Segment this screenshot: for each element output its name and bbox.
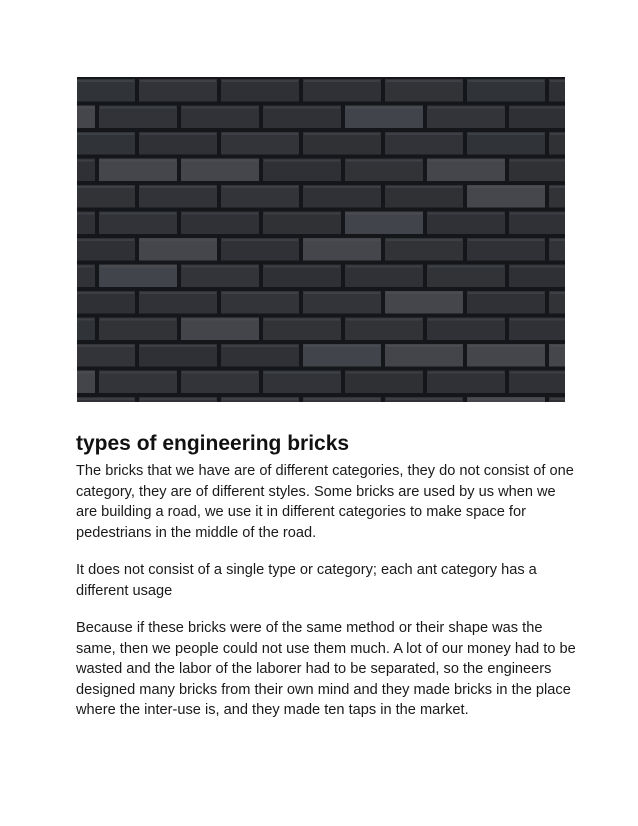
bricks-layer <box>77 79 565 402</box>
brick-highlight <box>428 372 504 374</box>
brick <box>139 344 217 367</box>
brick-highlight <box>182 319 258 321</box>
brick <box>509 265 565 288</box>
brick-highlight <box>346 319 422 321</box>
brick <box>549 238 565 261</box>
brick <box>467 185 545 208</box>
brick-highlight <box>100 107 176 109</box>
brick <box>385 238 463 261</box>
brick-highlight <box>510 372 565 374</box>
brick-highlight <box>468 239 544 241</box>
brick-highlight <box>222 345 298 347</box>
brick <box>345 106 423 129</box>
brick-highlight <box>222 239 298 241</box>
brick <box>427 106 505 129</box>
brick-highlight <box>77 292 134 294</box>
brick-highlight <box>386 345 462 347</box>
brick-highlight <box>346 160 422 162</box>
brick-highlight <box>264 372 340 374</box>
brick <box>303 344 381 367</box>
brick-highlight <box>468 292 544 294</box>
brick <box>221 238 299 261</box>
brick <box>77 371 95 394</box>
brick-highlight <box>510 213 565 215</box>
brick-highlight <box>468 186 544 188</box>
brick-highlight <box>510 160 565 162</box>
brick-highlight <box>222 398 298 400</box>
brick <box>385 344 463 367</box>
brick-highlight <box>182 372 258 374</box>
brick <box>345 212 423 235</box>
brick <box>303 291 381 314</box>
brick-highlight <box>428 266 504 268</box>
brick <box>263 265 341 288</box>
brick-highlight <box>77 266 94 268</box>
brick-highlight <box>182 107 258 109</box>
brick-highlight <box>510 266 565 268</box>
brick <box>303 132 381 155</box>
brick <box>263 318 341 341</box>
brick-highlight <box>510 319 565 321</box>
brick-highlight <box>140 345 216 347</box>
brick <box>77 106 95 129</box>
brick <box>549 185 565 208</box>
brick-highlight <box>304 398 380 400</box>
paragraph-2: It does not consist of a single type or category; each ant category has a different usage <box>76 562 537 599</box>
brick <box>467 132 545 155</box>
brick <box>99 318 177 341</box>
brick-highlight <box>304 239 380 241</box>
brick <box>99 159 177 182</box>
brick-highlight <box>140 292 216 294</box>
brick <box>427 265 505 288</box>
paragraph-3: Because if these bricks were of the same method or their shape was the same, then we people could not use them much. A lot of our money had to be wasted and the labor of the laborer had to be separated, so the engineers designed many bricks from their own mind and they made bricks in the place where the inter-use is, and they made ten taps in the market. <box>76 620 576 718</box>
article-body <box>76 430 576 721</box>
brick <box>77 265 95 288</box>
brick <box>221 291 299 314</box>
brick-highlight <box>386 292 462 294</box>
brick-highlight <box>386 398 462 400</box>
brick-highlight <box>468 133 544 135</box>
brick <box>221 185 299 208</box>
brick <box>139 238 217 261</box>
brick-highlight <box>100 372 176 374</box>
brick <box>549 344 565 367</box>
article-heading: types of engineering bricks <box>76 432 350 455</box>
brick <box>77 185 135 208</box>
brick <box>427 159 505 182</box>
brick <box>77 291 135 314</box>
brick-highlight <box>428 160 504 162</box>
brick <box>181 212 259 235</box>
brick <box>345 318 423 341</box>
brick <box>385 79 463 102</box>
brick-highlight <box>140 133 216 135</box>
brick-highlight <box>77 160 94 162</box>
brick-highlight <box>77 107 94 109</box>
brick <box>509 318 565 341</box>
brick <box>181 106 259 129</box>
brick-highlight <box>346 213 422 215</box>
brick <box>77 132 135 155</box>
brick <box>427 318 505 341</box>
brick-highlight <box>77 319 94 321</box>
brick-highlight <box>77 398 134 400</box>
brick <box>345 159 423 182</box>
brick <box>303 185 381 208</box>
brick <box>77 212 95 235</box>
brick-highlight <box>468 398 544 400</box>
brick <box>303 238 381 261</box>
brick <box>549 79 565 102</box>
brick <box>99 212 177 235</box>
brick-highlight <box>77 186 134 188</box>
brick <box>99 265 177 288</box>
brick-highlight <box>140 239 216 241</box>
brick <box>221 344 299 367</box>
brick <box>263 159 341 182</box>
brick-highlight <box>550 292 565 294</box>
brick-highlight <box>304 345 380 347</box>
brick <box>549 291 565 314</box>
brick <box>77 318 95 341</box>
brick-highlight <box>264 213 340 215</box>
paragraph-1: The bricks that we have are of different categories, they do not consist of one category, they are of different styles. Some bricks are used by us when we are building a road, we use it in different categories to make space for pedestrians in the middle of the road. <box>76 463 574 541</box>
brick-highlight <box>386 133 462 135</box>
brick-highlight <box>100 319 176 321</box>
brick <box>385 132 463 155</box>
brick <box>181 159 259 182</box>
brick-highlight <box>140 186 216 188</box>
brick-highlight <box>182 213 258 215</box>
brick-highlight <box>264 266 340 268</box>
brick-highlight <box>386 80 462 82</box>
brick-highlight <box>140 80 216 82</box>
brick <box>509 371 565 394</box>
brick <box>467 344 545 367</box>
brick <box>427 371 505 394</box>
brick-highlight <box>77 80 134 82</box>
brick-highlight <box>510 107 565 109</box>
brick-highlight <box>428 213 504 215</box>
brick <box>221 132 299 155</box>
brick <box>77 344 135 367</box>
brick <box>263 371 341 394</box>
brick-highlight <box>100 266 176 268</box>
brick-highlight <box>77 239 134 241</box>
brick-highlight <box>182 266 258 268</box>
brick <box>77 79 135 102</box>
brick <box>181 318 259 341</box>
brick-highlight <box>304 186 380 188</box>
brick-highlight <box>77 213 94 215</box>
brick-highlight <box>386 239 462 241</box>
brick-highlight <box>346 372 422 374</box>
brick <box>77 159 95 182</box>
brick <box>385 185 463 208</box>
brick <box>509 106 565 129</box>
brick <box>385 291 463 314</box>
brick-highlight <box>100 160 176 162</box>
brick-highlight <box>304 133 380 135</box>
brick <box>181 371 259 394</box>
brick-highlight <box>550 345 565 347</box>
brick-highlight <box>264 107 340 109</box>
brick <box>181 265 259 288</box>
brick-highlight <box>304 292 380 294</box>
brick <box>263 106 341 129</box>
brick-highlight <box>468 80 544 82</box>
brick <box>139 132 217 155</box>
brick-highlight <box>550 398 565 400</box>
brick <box>467 238 545 261</box>
brick <box>467 291 545 314</box>
brick <box>467 79 545 102</box>
brick-highlight <box>264 160 340 162</box>
brick-highlight <box>140 398 216 400</box>
brick <box>139 185 217 208</box>
brick-highlight <box>550 186 565 188</box>
brick <box>77 238 135 261</box>
brick-highlight <box>428 107 504 109</box>
brick-highlight <box>77 133 134 135</box>
brick-highlight <box>77 345 134 347</box>
brick <box>139 79 217 102</box>
brick <box>139 291 217 314</box>
brick <box>303 79 381 102</box>
brick-wall-photo <box>77 77 565 402</box>
brick <box>427 212 505 235</box>
brick <box>99 106 177 129</box>
brick-highlight <box>222 292 298 294</box>
brick-highlight <box>550 239 565 241</box>
brick-highlight <box>550 80 565 82</box>
brick-highlight <box>264 319 340 321</box>
brick-highlight <box>428 319 504 321</box>
brick-highlight <box>304 80 380 82</box>
brick <box>99 371 177 394</box>
brick <box>509 159 565 182</box>
brick-highlight <box>77 372 94 374</box>
brick-highlight <box>222 80 298 82</box>
brick <box>509 212 565 235</box>
brick-highlight <box>550 133 565 135</box>
brick <box>263 212 341 235</box>
brick-highlight <box>346 266 422 268</box>
brick-highlight <box>222 133 298 135</box>
brick <box>345 265 423 288</box>
brick <box>345 371 423 394</box>
brick-highlight <box>182 160 258 162</box>
brick <box>549 132 565 155</box>
brick-wall-image <box>77 77 565 402</box>
brick-highlight <box>222 186 298 188</box>
brick-highlight <box>386 186 462 188</box>
brick-highlight <box>100 213 176 215</box>
brick-highlight <box>346 107 422 109</box>
brick-highlight <box>468 345 544 347</box>
brick <box>221 79 299 102</box>
